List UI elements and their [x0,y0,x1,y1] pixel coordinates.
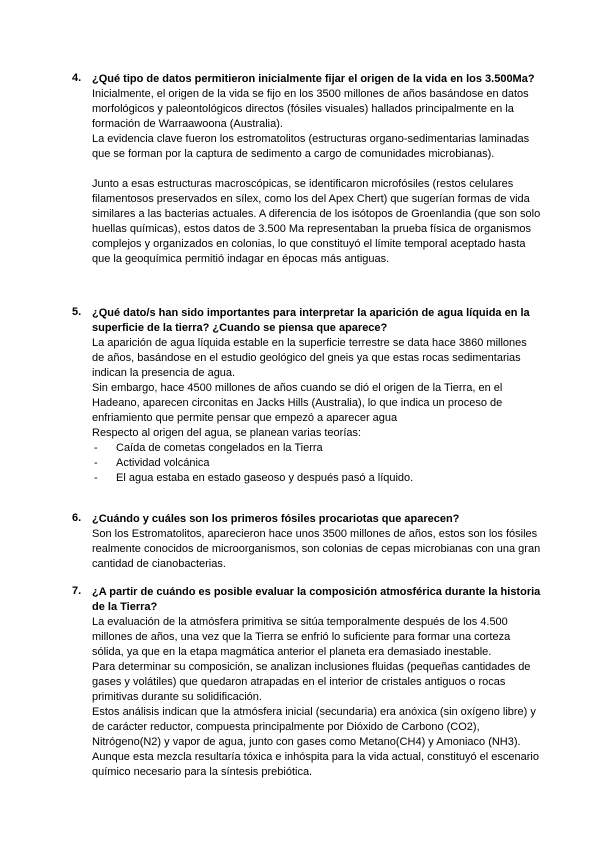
answer-body [92,87,542,267]
answer-paragraph: La evaluación de la atmósfera primitiva se sitúa temporalmente después de los 4.500 millones de años, una vez que la Tierra se enfrió lo suficiente para formar una corteza sólida, ya que en la etapa magmática anterior el planeta era demasiado inestable. [92,616,511,658]
question-5 [72,306,542,486]
answer-paragraph: Junto a esas estructuras macroscópicas, se identificaron microfósiles (restos celulares filamentosos preservados en sílex, como los del Apex Chert) que sugerían formas de vida similares a las bacterias actuales. A diferencia de los isótopos de Groenlandia (que son solo huellas químicas), estos datos de 3.500 Ma representaban la prueba física de organismos complejos y organizados en colonias, lo que constituyó el límite temporal aceptado hasta que la geoquímica permitió indagar en épocas más antiguas. [92,178,541,265]
answer-paragraph: La evidencia clave fueron los estromatolitos (estructuras organo-sedimentarias laminadas que se forman por la captura de sedimento a cargo de comunidades microbianas). [92,133,530,160]
list-item: - El agua estaba en estado gaseoso y después pasó a líquido. [94,472,414,484]
answer-paragraph: Estos análisis indican que la atmósfera inicial (secundaria) era anóxica (sin oxígeno libre) y de carácter reductor, compuesta principalmente por Dióxido de Carbono (CO2), Nitrógeno(N2) y vapor de agua, junto con gases como Metano(CH4) y Amoniaco (NH3). Aunque esta mezcla resultaría tóxica e inhóspita para la vida actual, constituyó el escenario químico necesario para la síntesis prebiótica. [92,706,539,778]
question-number: 4. [72,72,82,84]
list-item: - Caída de cometas congelados en la Tierra [94,442,323,454]
list-item: - Actividad volcánica [94,457,210,469]
answer-paragraph: Son los Estromatolitos, aparecieron hace unos 3500 millones de años, estos son los fósiles realmente conocidos de microorganismos, son colonias de cepas microbianas con una gran cantidad de cianobacterias. [92,528,541,570]
question-number: 5. [72,306,82,318]
question-title: ¿Qué tipo de datos permitieron inicialmente fijar el origen de la vida en los 3.500Ma? [92,73,535,85]
theory-list [92,441,542,486]
answer-paragraph: La aparición de agua líquida estable en la superficie terrestre se data hace 3860 millones de años, basándose en el estudio geológico del gneis ya que estas rocas sedimentarias indican la presencia de agua. [92,337,527,379]
question-title: ¿A partir de cuándo es posible evaluar la composición atmosférica durante la historia de la Tierra? [92,586,541,613]
paragraph-gap [92,162,542,177]
question-7 [72,585,542,780]
question-number: 6. [72,512,82,524]
answer-paragraph: Respecto al origen del agua, se planean varias teorías: [92,427,362,439]
question-title: ¿Qué dato/s han sido importantes para interpretar la aparición de agua líquida en la superficie de la tierra? ¿Cuando se piensa que aparece? [92,307,530,334]
answer-body [92,527,542,572]
answer-body [92,336,542,486]
answer-paragraph: Para determinar su composición, se analizan inclusiones fluidas (pequeñas cantidades de gases y volátiles) que quedaron atrapadas en el interior de cristales antiguos o rocas primitivas durante su solidificación. [92,661,531,703]
question-4 [72,72,542,267]
question-title: ¿Cuándo y cuáles son los primeros fósiles procariotas que aparecen? [92,513,460,525]
question-number: 7. [72,585,82,597]
answer-paragraph: Inicialmente, el origen de la vida se fijo en los 3500 millones de años basándose en datos morfológicos y paleontológicos directos (fósiles visuales) hallados principalmente en la formación de Warraawoona (Australia). [92,88,529,130]
answer-body [92,615,542,780]
answer-paragraph: Sin embargo, hace 4500 millones de años cuando se dió el origen de la Tierra, en el Hadeano, aparecen circonitas en Jacks Hills (Australia), lo que indica un proceso de enfriamiento que permite pensar que empezó a aparecer agua [92,382,503,424]
question-6 [72,512,542,572]
